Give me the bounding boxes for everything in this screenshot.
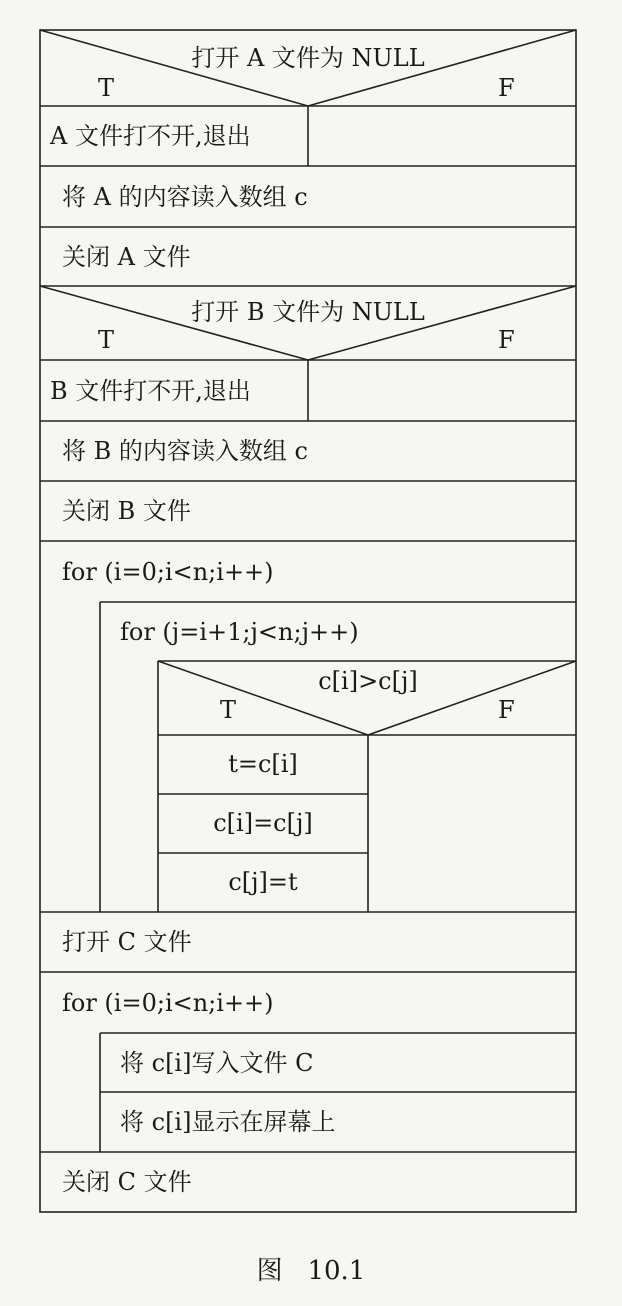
decision-b-false-label: F	[498, 326, 515, 354]
step-a-open-fail: A 文件打不开,退出	[50, 122, 251, 150]
step-read-b: 将 B 的内容读入数组 c	[62, 437, 308, 465]
step-close-b: 关闭 B 文件	[62, 497, 191, 525]
decision-b-true-label: T	[98, 326, 115, 354]
swap-step-2: c[i]=c[j]	[213, 809, 313, 837]
inner-loop-header: for (j=i+1;j<n;j++)	[120, 618, 359, 646]
outer-loop-header: for (i=0;i<n;i++)	[62, 558, 274, 586]
step-close-a: 关闭 A 文件	[62, 243, 191, 271]
decision-b-condition: 打开 B 文件为 NULL	[191, 298, 425, 326]
compare-condition: c[i]>c[j]	[318, 667, 418, 695]
decision-a-false-label: F	[498, 74, 515, 102]
compare-false-label: F	[498, 696, 515, 724]
step-open-c: 打开 C 文件	[62, 928, 192, 956]
step-b-open-fail: B 文件打不开,退出	[50, 377, 251, 405]
step-display: 将 c[i]显示在屏幕上	[120, 1108, 336, 1136]
swap-step-3: c[j]=t	[228, 868, 298, 896]
step-write-c: 将 c[i]写入文件 C	[120, 1049, 314, 1077]
step-read-a: 将 A 的内容读入数组 c	[62, 183, 308, 211]
step-close-c: 关闭 C 文件	[62, 1168, 192, 1196]
swap-step-1: t=c[i]	[228, 750, 298, 778]
figure-caption: 图 10.1	[256, 1256, 366, 1286]
decision-a-true-label: T	[98, 74, 115, 102]
compare-true-label: T	[220, 696, 237, 724]
write-loop-header: for (i=0;i<n;i++)	[62, 989, 274, 1017]
decision-a-condition: 打开 A 文件为 NULL	[191, 44, 425, 72]
